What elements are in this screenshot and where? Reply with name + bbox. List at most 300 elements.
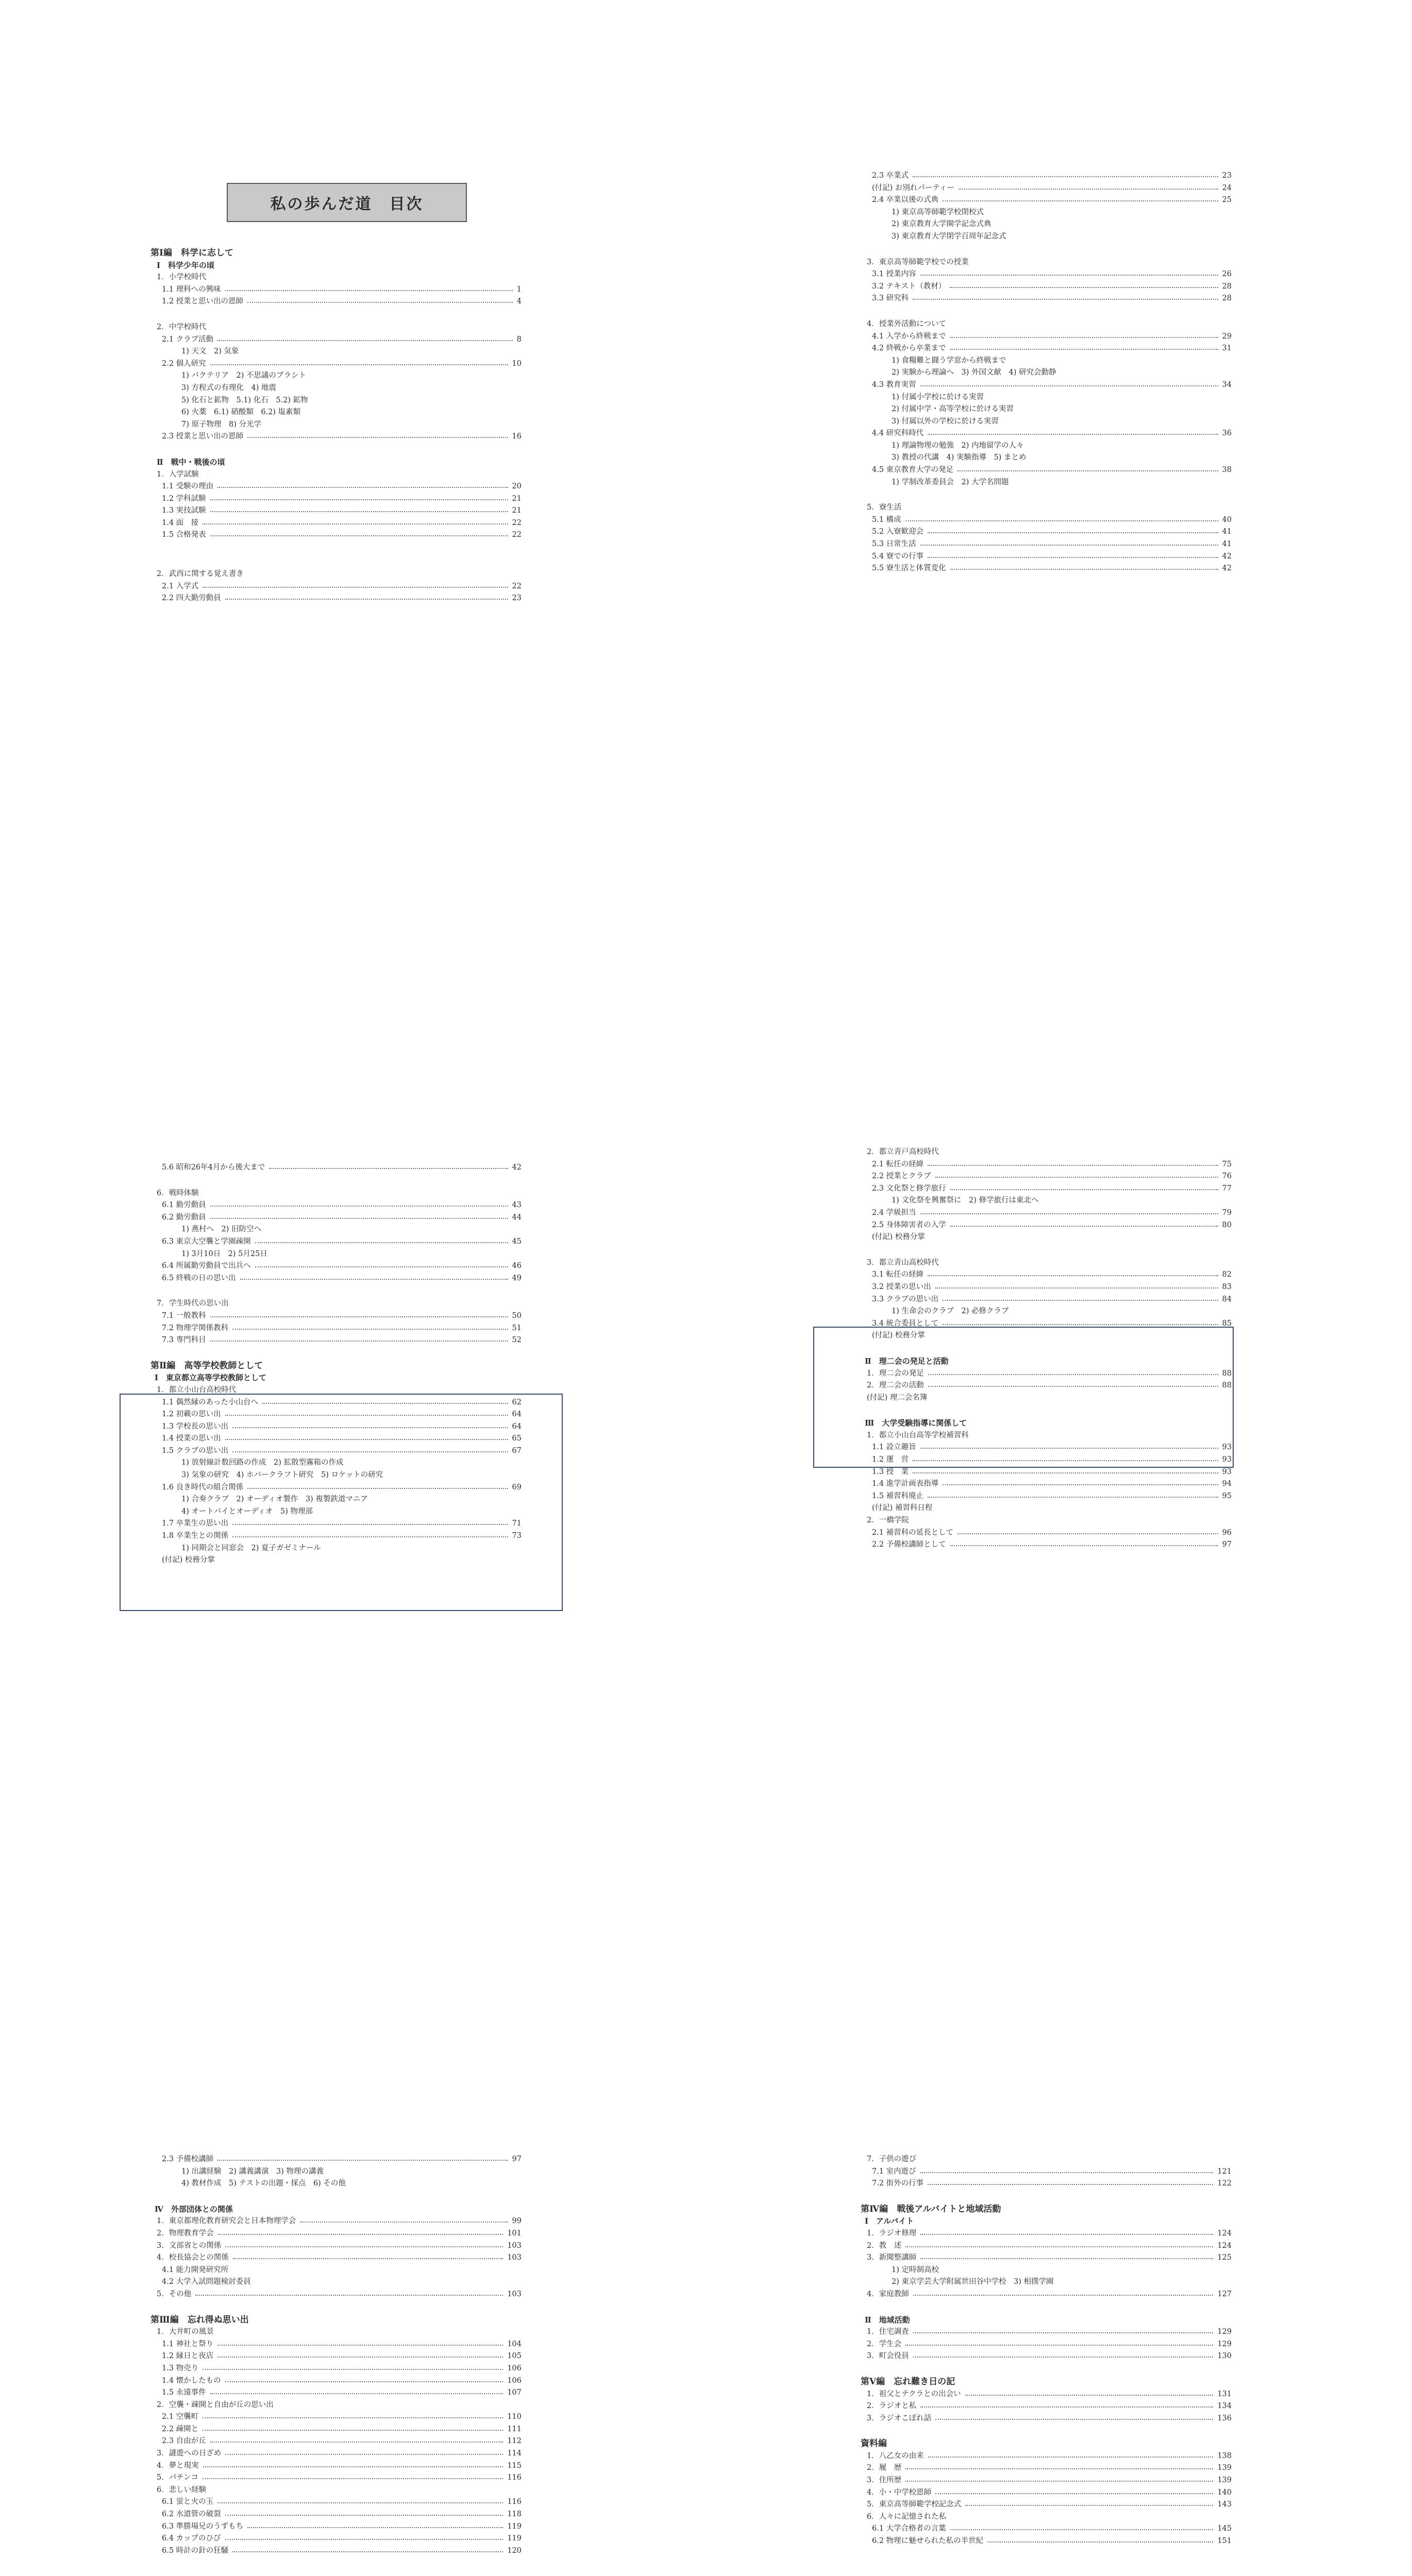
toc-entry-title: 3.3 研究科 xyxy=(872,294,909,303)
toc-entry xyxy=(861,563,1232,575)
toc-entry xyxy=(861,2215,1232,2228)
toc-leader-dots xyxy=(247,2527,503,2528)
toc-entry-title: 5.5 寮生活と体質変化 xyxy=(872,564,946,573)
toc-entry-title: 5．東京高等師範学校記念式 xyxy=(867,2500,962,2509)
toc-leader-dots xyxy=(905,2481,1213,2482)
toc-entry-title: 6.2 水道管の破裂 xyxy=(162,2510,221,2519)
toc-entry-title: 2.3 卒業式 xyxy=(872,172,909,180)
toc-entry-page: 75 xyxy=(1222,1160,1232,1168)
toc-entry-title: 2) 東京教育大学開学記念式典 xyxy=(892,220,991,229)
toc-entry-title: 1.2 学科試験 xyxy=(162,494,206,503)
toc-entry-title: 4．家庭教師 xyxy=(867,2290,909,2298)
toc-leader-dots xyxy=(928,1275,1218,1276)
toc-entry xyxy=(861,257,1232,269)
toc-entry xyxy=(150,1188,522,1200)
toc-leader-dots xyxy=(913,2295,1213,2296)
toc-leader-dots xyxy=(225,2381,503,2382)
toc-entry-title: 1) 天文 2) 気象 xyxy=(181,347,239,356)
toc-entry-title: 2．理二会の活動 xyxy=(867,1381,924,1390)
toc-entry xyxy=(150,1334,522,1347)
toc-entry-title: Ⅱ 戦中・戦後の頃 xyxy=(157,457,225,467)
toc-entry xyxy=(861,2511,1232,2523)
toc-entry-page: 121 xyxy=(1217,2167,1232,2176)
toc-entry-title: 6．戦時体験 xyxy=(157,1189,199,1197)
toc-entry-page: 118 xyxy=(507,2510,522,2519)
toc-leader-dots xyxy=(210,2442,503,2443)
toc-entry xyxy=(150,2363,522,2375)
toc-entry-title: 1．ラジオ修理 xyxy=(867,2229,917,2238)
toc-entry-title: 1.5 クラブの思い出 xyxy=(162,1446,229,1455)
toc-entry-page: 22 xyxy=(512,531,522,539)
toc-entry-title: 1.1 神社と祭り xyxy=(162,2340,214,2348)
toc-entry xyxy=(150,529,522,541)
toc-entry-title: 2.2 個人研究 xyxy=(162,359,206,368)
toc-entry xyxy=(861,2289,1232,2301)
toc-spacer xyxy=(150,1174,522,1188)
toc-entry-page: 84 xyxy=(1222,1295,1232,1303)
toc-entry-title: 2.4 卒業以後の式典 xyxy=(872,196,939,205)
toc-entry-title: 1.2 運 営 xyxy=(872,1455,909,1464)
toc-page-2 xyxy=(706,0,1412,992)
toc-entry xyxy=(861,281,1232,293)
toc-entry-title: Ⅰ 東京都立高等学校教師として xyxy=(155,1373,267,1383)
toc-entry-title: 6.4 カップのひび xyxy=(162,2534,221,2543)
toc-entry xyxy=(861,2154,1232,2166)
toc-entry-title: 4．授業外活動について xyxy=(867,319,946,328)
toc-entry-title: 6) 火薬 6.1) 硝酸類 6.2) 塩素類 xyxy=(181,408,301,417)
toc-entry-title: 5．その他 xyxy=(157,2290,192,2298)
toc-leader-dots xyxy=(225,2246,503,2247)
toc-entry xyxy=(150,1445,522,1458)
toc-entry xyxy=(150,272,522,284)
toc-entry-title: 1) 定時制高校 xyxy=(892,2265,939,2274)
toc-entry-page: 67 xyxy=(512,1446,522,1455)
toc-entry-title: (付記) 補習科日程 xyxy=(872,1504,933,1513)
toc-entry-page: 93 xyxy=(1222,1467,1232,1476)
toc-leader-dots xyxy=(232,2551,503,2552)
toc-entry xyxy=(861,1171,1232,1183)
toc-entry-title: 2.2 授業とクラブ xyxy=(872,1172,931,1181)
toc-entry-page: 114 xyxy=(507,2449,522,2458)
toc-entry xyxy=(861,268,1232,281)
toc-entry-title: 4.1 入学から終戦まで xyxy=(872,332,946,341)
toc-entry-title: 1.1 設立趣旨 xyxy=(872,1443,916,1452)
toc-spacer xyxy=(150,443,522,456)
toc-entry-title: 1) 同期会と同窓会 2) 夏子ガゼミナール xyxy=(181,1544,321,1552)
toc-entry-page: 21 xyxy=(512,494,522,503)
toc-entry-title: 6.4 所属勤労動員で出兵へ xyxy=(162,1262,251,1270)
toc-entry xyxy=(861,1466,1232,1479)
toc-entry-page: 139 xyxy=(1217,2476,1232,2485)
toc-entry xyxy=(150,1298,522,1310)
toc-entry-title: 4.2 終戦から卒業まで xyxy=(872,344,946,353)
toc-entry-title: 1.3 授 業 xyxy=(872,1467,909,1476)
toc-column xyxy=(861,170,1232,575)
toc-leader-dots xyxy=(928,1386,1218,1387)
toc-entry-title: 第Ⅳ編 戦後アルバイトと地域活動 xyxy=(861,2204,1001,2214)
toc-entry-title: 2) 付属中学・高等学校に於ける実習 xyxy=(892,405,1014,414)
toc-entry-page: 101 xyxy=(507,2229,522,2238)
toc-entry-title: 3) 付属以外の学校に於ける実習 xyxy=(892,417,999,426)
toc-entry-title: 5．寮生活 xyxy=(867,503,902,512)
toc-entry-page: 41 xyxy=(1222,540,1232,549)
toc-entry xyxy=(861,2376,1232,2388)
toc-entry xyxy=(861,367,1232,379)
toc-leader-dots xyxy=(203,2430,503,2431)
toc-entry-title: 2.2 予備校講師として xyxy=(872,1540,946,1549)
toc-entry-title: 5.6 昭和26年4月から後大まで xyxy=(162,1163,265,1172)
toc-entry-title: 1) 放射線計数回路の作成 2) 拡散型霧箱の作成 xyxy=(181,1459,344,1467)
toc-entry xyxy=(150,2326,522,2338)
toc-entry xyxy=(861,1269,1232,1281)
toc-entry-page: 143 xyxy=(1217,2500,1232,2509)
toc-entry xyxy=(861,464,1232,477)
toc-entry-title: 1．大井町の風景 xyxy=(157,2328,214,2336)
toc-entry-page: 115 xyxy=(507,2461,522,2470)
toc-entry-page: 110 xyxy=(507,2413,522,2421)
toc-entry xyxy=(150,505,522,517)
toc-entry xyxy=(150,419,522,431)
toc-entry-page: 112 xyxy=(507,2437,522,2446)
toc-entry-title: 2) 実験から理論へ 3) 外国文献 4) 研究会動静 xyxy=(892,368,1056,377)
toc-entry xyxy=(150,2424,522,2436)
toc-entry-title: 3．町会役員 xyxy=(867,2352,909,2361)
toc-entry xyxy=(150,260,522,272)
toc-entry-page: 31 xyxy=(1222,344,1232,353)
toc-entry-title: 2.3 授業と思い出の恩師 xyxy=(162,432,244,441)
toc-leader-dots xyxy=(217,2160,508,2161)
toc-entry-page: 71 xyxy=(512,1519,522,1528)
toc-entry xyxy=(861,1454,1232,1466)
toc-leader-dots xyxy=(225,599,508,600)
toc-entry xyxy=(861,2228,1232,2240)
toc-entry xyxy=(150,2533,522,2545)
toc-entry-page: 106 xyxy=(507,2376,522,2385)
toc-entry-title: Ⅱ 理二会の発足と活動 xyxy=(865,1356,949,1366)
toc-entry xyxy=(150,2545,522,2557)
toc-entry-title: 6.5 終戦の日の思い出 xyxy=(162,1274,236,1282)
toc-entry-page: 145 xyxy=(1217,2524,1232,2533)
toc-entry-page: 103 xyxy=(507,2253,522,2262)
toc-entry xyxy=(861,231,1232,243)
toc-entry xyxy=(861,416,1232,428)
toc-entry-page: 134 xyxy=(1217,2402,1232,2411)
toc-entry-title: 1.7 卒業生の思い出 xyxy=(162,1519,229,1528)
toc-leader-dots xyxy=(203,2369,503,2370)
toc-entry-title: 2.2 四大勤労動員 xyxy=(162,594,221,603)
toc-spacer xyxy=(861,488,1232,502)
toc-entry xyxy=(150,1409,522,1421)
toc-leader-dots xyxy=(987,2541,1213,2543)
toc-entry xyxy=(150,1457,522,1469)
toc-entry-title: 2.3 予備校講師 xyxy=(162,2155,214,2163)
toc-entry-title: 第Ⅲ編 忘れ得ぬ思い出 xyxy=(150,2314,249,2325)
toc-entry-page: 64 xyxy=(512,1422,522,1431)
toc-leader-dots xyxy=(950,349,1218,350)
toc-entry-title: 5.2 入寮歓迎会 xyxy=(872,528,924,536)
toc-entry-page: 29 xyxy=(1222,332,1232,341)
toc-entry xyxy=(861,318,1232,331)
toc-leader-dots xyxy=(232,1451,508,1452)
toc-entry-title: 3.2 テキスト（教材） xyxy=(872,282,946,291)
toc-entry-title: 3.1 転任の経緯 xyxy=(872,1270,924,1279)
toc-entry xyxy=(861,1306,1232,1318)
toc-leader-dots xyxy=(928,1165,1218,1166)
toc-entry-title: 7.1 一般教科 xyxy=(162,1311,206,1320)
toc-entry-title: 5.3 日常生活 xyxy=(872,540,916,549)
toc-entry xyxy=(150,2289,522,2301)
toc-entry xyxy=(150,1372,522,1384)
toc-entry-page: 129 xyxy=(1217,2328,1232,2336)
toc-entry-title: 6.1 勤労動員 xyxy=(162,1201,206,1210)
toc-entry xyxy=(150,1212,522,1224)
toc-entry-page: 44 xyxy=(512,1213,522,1222)
toc-leader-dots xyxy=(247,1488,508,1489)
toc-entry-page: 34 xyxy=(1222,380,1232,389)
toc-entry xyxy=(861,207,1232,219)
toc-entry-title: 2.3 自由が丘 xyxy=(162,2437,206,2446)
toc-entry-title: 1) 合奏クラブ 2) オーディオ製作 3) 複製鉄道マニア xyxy=(181,1495,368,1504)
toc-entry xyxy=(861,1515,1232,1527)
toc-entry-page: 96 xyxy=(1222,1528,1232,1537)
toc-entry-page: 20 xyxy=(512,482,522,491)
toc-leader-dots xyxy=(225,1439,508,1440)
toc-spacer xyxy=(861,1244,1232,1257)
toc-entry xyxy=(861,1355,1232,1368)
toc-entry-title: 6.1 大学合格者の言葉 xyxy=(872,2524,946,2533)
toc-entry-title: 3．ラジオこぼれ話 xyxy=(867,2414,932,2422)
toc-entry-title: 2．ラジオと私 xyxy=(867,2402,917,2411)
toc-entry xyxy=(861,1294,1232,1306)
toc-leader-dots xyxy=(913,1472,1218,1473)
toc-leader-dots xyxy=(943,1324,1218,1325)
toc-entry-page: 151 xyxy=(1217,2537,1232,2546)
toc-entry-title: 1.4 授業の思い出 xyxy=(162,1434,221,1443)
toc-entry xyxy=(861,2388,1232,2401)
toc-spacer xyxy=(150,555,522,568)
toc-entry-page: 28 xyxy=(1222,294,1232,303)
toc-entry-title: 1.1 偶然縁のあった小山台へ xyxy=(162,1398,259,1406)
toc-entry-title: 2．教 述 xyxy=(867,2241,902,2250)
toc-leader-dots xyxy=(255,1266,508,1267)
toc-leader-dots xyxy=(905,2246,1213,2247)
toc-entry-page: 65 xyxy=(512,1434,522,1443)
toc-entry-page: 94 xyxy=(1222,1480,1232,1488)
toc-entry xyxy=(150,2484,522,2497)
toc-entry-title: 4.3 教育実習 xyxy=(872,380,916,389)
toc-spacer xyxy=(861,2301,1232,2314)
toc-leader-dots xyxy=(225,2539,503,2540)
toc-entry xyxy=(150,1162,522,1174)
toc-leader-dots xyxy=(203,2478,503,2479)
toc-entry xyxy=(150,1421,522,1433)
toc-entry-title: 4．夢と現実 xyxy=(157,2461,199,2470)
toc-entry-title: 2.1 入学式 xyxy=(162,582,199,590)
toc-entry xyxy=(150,247,522,260)
toc-entry xyxy=(150,1360,522,1372)
toc-entry xyxy=(150,2509,522,2521)
toc-entry-title: 2．空襲・疎開と自由が丘の思い出 xyxy=(157,2400,274,2409)
toc-entry xyxy=(861,2338,1232,2351)
toc-entry xyxy=(861,182,1232,195)
toc-entry-page: 139 xyxy=(1217,2464,1232,2472)
toc-entry xyxy=(150,1494,522,1506)
toc-leader-dots xyxy=(269,1168,508,1169)
toc-entry xyxy=(861,355,1232,367)
toc-entry xyxy=(861,2204,1232,2216)
toc-entry-title: 1.2 授業と思い出の恩師 xyxy=(162,297,244,306)
toc-entry xyxy=(150,334,522,346)
toc-entry-title: 2．履 歴 xyxy=(867,2464,902,2472)
toc-entry xyxy=(150,2252,522,2264)
toc-entry xyxy=(861,2450,1232,2463)
toc-column xyxy=(150,1162,522,1567)
toc-leader-dots xyxy=(210,1341,508,1342)
toc-entry xyxy=(861,1318,1232,1330)
toc-entry xyxy=(861,1159,1232,1171)
toc-leader-dots xyxy=(203,2417,503,2418)
toc-leader-dots xyxy=(217,340,513,341)
toc-entry-page: 140 xyxy=(1217,2488,1232,2497)
toc-entry-page: 88 xyxy=(1222,1369,1232,1378)
toc-entry-title: 1.3 学校長の思い出 xyxy=(162,1422,229,1431)
toc-column xyxy=(150,2154,522,2557)
toc-entry-title: (付記) お別れパーティー xyxy=(872,183,954,192)
toc-entry-title: 2．武西に関する覚え書き xyxy=(157,570,244,579)
toc-entry xyxy=(861,1539,1232,1551)
toc-entry xyxy=(861,1527,1232,1539)
toc-entry-page: 93 xyxy=(1222,1455,1232,1464)
toc-entry-title: 3) 教授の代講 4) 実験指導 5) まとめ xyxy=(892,453,1027,462)
toc-page-6 xyxy=(706,1984,1412,2576)
toc-entry xyxy=(150,1323,522,1335)
toc-entry xyxy=(861,2178,1232,2190)
toc-entry xyxy=(861,1368,1232,1380)
toc-leader-dots xyxy=(210,2393,503,2394)
toc-leader-dots xyxy=(928,2184,1213,2185)
toc-page-4 xyxy=(706,992,1412,1984)
toc-page-3 xyxy=(0,992,706,1984)
toc-spacer xyxy=(861,1404,1232,1417)
toc-entry-title: 6．人々に記憶された私 xyxy=(867,2512,947,2521)
toc-leader-dots xyxy=(210,1206,508,1207)
toc-spacer xyxy=(150,541,522,555)
toc-entry-title: (付記) 校務分掌 xyxy=(162,1556,215,1565)
toc-leader-dots xyxy=(225,1415,508,1416)
toc-entry-page: 73 xyxy=(512,1532,522,1540)
toc-entry-page: 136 xyxy=(1217,2414,1232,2422)
toc-entry-page: 64 xyxy=(512,1410,522,1419)
toc-entry xyxy=(150,2435,522,2448)
toc-entry-title: 1.3 物売り xyxy=(162,2364,199,2372)
toc-entry-page: 76 xyxy=(1222,1172,1232,1181)
toc-entry-title: 6.3 準勝場兄のうずもち xyxy=(162,2522,244,2531)
toc-entry xyxy=(150,346,522,358)
toc-leader-dots xyxy=(905,2468,1213,2469)
toc-entry-title: 2.1 補習科の延長として xyxy=(872,1528,954,1537)
toc-entry-page: 25 xyxy=(1222,196,1232,205)
toc-entry xyxy=(861,538,1232,551)
toc-entry xyxy=(150,2521,522,2533)
toc-entry-title: 資料編 xyxy=(861,2438,887,2449)
toc-entry-page: 88 xyxy=(1222,1381,1232,1390)
toc-entry xyxy=(150,2472,522,2484)
toc-entry xyxy=(150,1469,522,1482)
toc-title: 私の歩んだ道 目次 xyxy=(227,183,467,222)
toc-entry xyxy=(150,2228,522,2240)
toc-entry xyxy=(150,2154,522,2166)
toc-entry xyxy=(150,1543,522,1555)
toc-entry xyxy=(861,1281,1232,1294)
toc-spacer xyxy=(150,308,522,321)
toc-entry-page: 24 xyxy=(1222,183,1232,192)
toc-entry-title: 3.2 授業の思い出 xyxy=(872,1282,931,1291)
toc-entry-title: 1.8 卒業生との関係 xyxy=(162,1532,229,1540)
toc-entry-page: 111 xyxy=(507,2425,522,2433)
toc-entry-title: 2.1 クラブ活動 xyxy=(162,335,214,344)
toc-entry-page: 85 xyxy=(1222,1319,1232,1328)
toc-entry xyxy=(150,1199,522,1212)
toc-entry-title: 3．文部省との関係 xyxy=(157,2241,222,2250)
toc-entry-title: 2．都立青戸高校時代 xyxy=(867,1148,939,1156)
toc-leader-dots xyxy=(913,1460,1218,1461)
toc-entry-page: 105 xyxy=(507,2352,522,2361)
toc-entry-page: 127 xyxy=(1217,2290,1232,2298)
toc-entry xyxy=(150,2350,522,2363)
toc-entry-title: 2.5 身体障害者の入学 xyxy=(872,1221,946,1229)
toc-entry xyxy=(150,2460,522,2472)
toc-entry xyxy=(150,1273,522,1285)
toc-leader-dots xyxy=(928,532,1218,533)
toc-leader-dots xyxy=(920,2234,1213,2235)
toc-leader-dots xyxy=(225,2515,503,2516)
toc-leader-dots xyxy=(210,1316,508,1317)
toc-entry-title: 7.1 室内遊び xyxy=(872,2167,916,2176)
toc-entry-title: 2.2 疎開と xyxy=(162,2425,199,2433)
toc-entry-page: 116 xyxy=(507,2473,522,2482)
toc-entry-page: 26 xyxy=(1222,270,1232,279)
toc-leader-dots xyxy=(247,302,513,303)
toc-entry-title: 1．東京都理化教育研究会と日本物理学会 xyxy=(157,2217,296,2226)
toc-entry-title: 1) 学制改革委員会 2) 大学名問題 xyxy=(892,478,1009,486)
toc-entry-page: 42 xyxy=(1222,564,1232,573)
toc-entry xyxy=(861,2523,1232,2535)
toc-entry xyxy=(150,1384,522,1397)
toc-entry-page: 45 xyxy=(512,1237,522,1246)
toc-entry xyxy=(150,2496,522,2509)
toc-entry xyxy=(861,1183,1232,1195)
toc-entry-title: 1) 付属小学校に於ける実習 xyxy=(892,393,984,401)
toc-entry xyxy=(861,1392,1232,1404)
toc-entry xyxy=(861,343,1232,355)
toc-entry-title: 1.2 初載の思い出 xyxy=(162,1410,221,1419)
toc-entry-page: 40 xyxy=(1222,515,1232,524)
toc-leader-dots xyxy=(943,1484,1218,1485)
toc-entry xyxy=(150,1310,522,1323)
toc-leader-dots xyxy=(203,523,508,524)
toc-entry-title: 2.4 学級担当 xyxy=(872,1208,916,1217)
toc-entry-page: 52 xyxy=(512,1336,522,1345)
toc-leader-dots xyxy=(913,299,1218,300)
toc-entry xyxy=(150,1248,522,1261)
toc-leader-dots xyxy=(928,2456,1213,2458)
toc-entry-title: 4) オートバイとオーディオ 5) 物理部 xyxy=(181,1507,313,1516)
toc-leader-dots xyxy=(225,2454,503,2455)
toc-leader-dots xyxy=(965,2505,1213,2506)
toc-entry-page: 4 xyxy=(516,297,522,306)
toc-spacer xyxy=(861,2190,1232,2204)
toc-leader-dots xyxy=(943,1300,1218,1301)
